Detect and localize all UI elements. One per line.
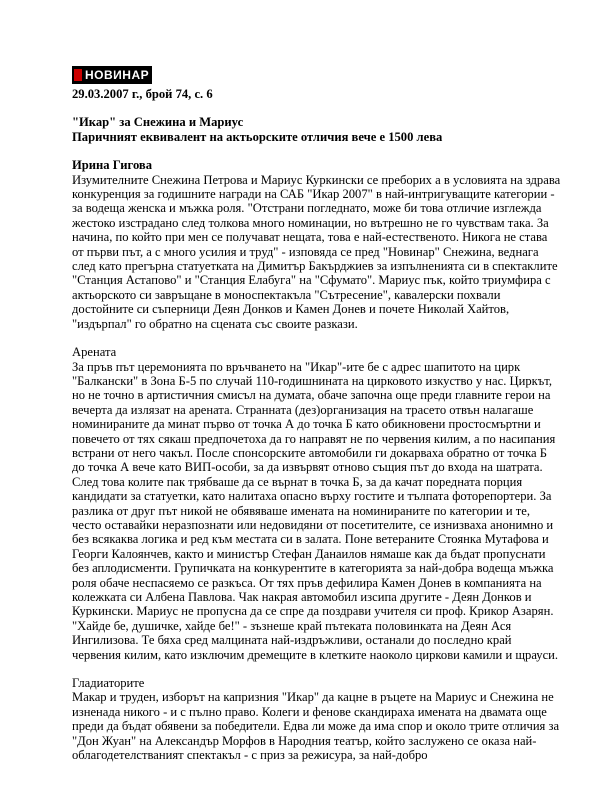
logo-mark-icon: [74, 69, 82, 81]
logo-text: НОВИНАР: [85, 67, 150, 82]
issue-line: 29.03.2007 г., брой 74, с. 6: [72, 87, 213, 101]
section-body-gladiators: Макар и труден, изборът на капризния "Икар" да кацне в ръцете на Мариус и Снежина не изненада никого - и с пълно право. Колеги и фенове скандираха имената на двамата още преди да бъдат обявени за победители. Едва ли може да има спор и около трите отличия за "Дон Жуан" на Александър Морфов в Народния театър, който заслужено се оказа най-облагодетелстваният спектакъл - с приз за режисура, за най-добро: [72, 690, 560, 763]
article-title: "Икар" за Снежина и Мариус: [72, 115, 244, 130]
section-body-arena: За пръв път церемонията по връчването на "Икар"-ите бе с адрес шапитото на цирк "Балкански" в Зона Б-5 по случай 110-годишнината на цирковото изкуство у нас. Циркът, но не точно в артистичния смисъл на думата, обаче започна още преди главните герои на вечерта да излязат на арената. Странната (дез)организация на трасето отвън налагаше номинираните да минат първо от точка А до точка Б като обикновени простосмъртни и повечето от тях сякаш предпочетоха да го направят не по червения килим, а по насипания встрани от него чакъл. После спонсорските автомобили ги докарваха обратно от точка Б до точка А вече като ВИП-особи, за да извървят отново същия път до входа на шатрата. След това колите пак трябваше да се върнат в точка Б, за да качат поредната порция кандидати за статуетки, като налитаха опасно върху гостите и тълпата фоторепортери. За разлика от друг път никой не обявяваше имената на номинираните по категории и те, често оставайки неразпознати или недовидяни от посетителите, се изнизваха анонимно и без всякаква логика и ред към местата си в залата. Поне ветераните Стоянка Мутафова и Георги Калоянчев, както и министър Стефан Данаилов нямаше как да бъдат пропуснати без аплодисменти. Групичката на конкурентите в категорията за най-добра водеща мъжка роля обаче неспасяемо се разкъса. От тях пръв дефилира Камен Донев в компанията на колежката си Албена Павлова. Чак накрая автомобил изсипа другите - Деян Донков и Куркински. Мариус не пропусна да се спре да поздрави учителя си проф. Крикор Азарян. "Хайде бе, душичке, хайде бе!" - зъзнеше край пътеката половинката на Деян Ася Ингилизова. Те бяха сред малцината най-издръжливи, останали до последно край червения килим, като изключим дремещите в клетките наоколо циркови камили и щрауси.: [72, 359, 559, 662]
section-heading-arena: Арената: [72, 345, 117, 360]
article-page: [72, 66, 562, 762]
article-subtitle: Паричният еквивалент на актьорските отличия вече е 1500 лева: [72, 129, 443, 144]
section-heading-gladiators: Гладиаторите: [72, 676, 145, 691]
article-author: Ирина Гигова: [72, 158, 153, 173]
newspaper-logo: [72, 66, 152, 84]
article-lead: Изумителните Снежина Петрова и Мариус Куркински се преборих а в условията на здрава конкуренция за годишните награди на САБ "Икар 2007" в най-интригуващите категории - за водеща женска и мъжка роля. "Отстрани погледнато, може би това отличие изглежда жестоко изстрадано след толкова много номинации, но вътрешно не го чувствам така. За начина, по който при мен се получават нещата, това е най-естественото. Никога не става от първи път, а с много усилия и труд" - изповяда се пред "Новинар" Снежина, веднага след като прегърна статуетката на Димитър Бакърджиев за изпълненията си в спектаклите "Станция Астапово" и "Станция Елабуга" на "Сфумато". Мариус пък, който триумфира с актьорското си завръщане в моноспектакъла "Сътресение", кавалерски похвали достойните си съперници Деян Донков и Камен Донев и почете Николай Хайтов, "издърпал" го обратно на сцената със своите разкази.: [72, 172, 561, 331]
